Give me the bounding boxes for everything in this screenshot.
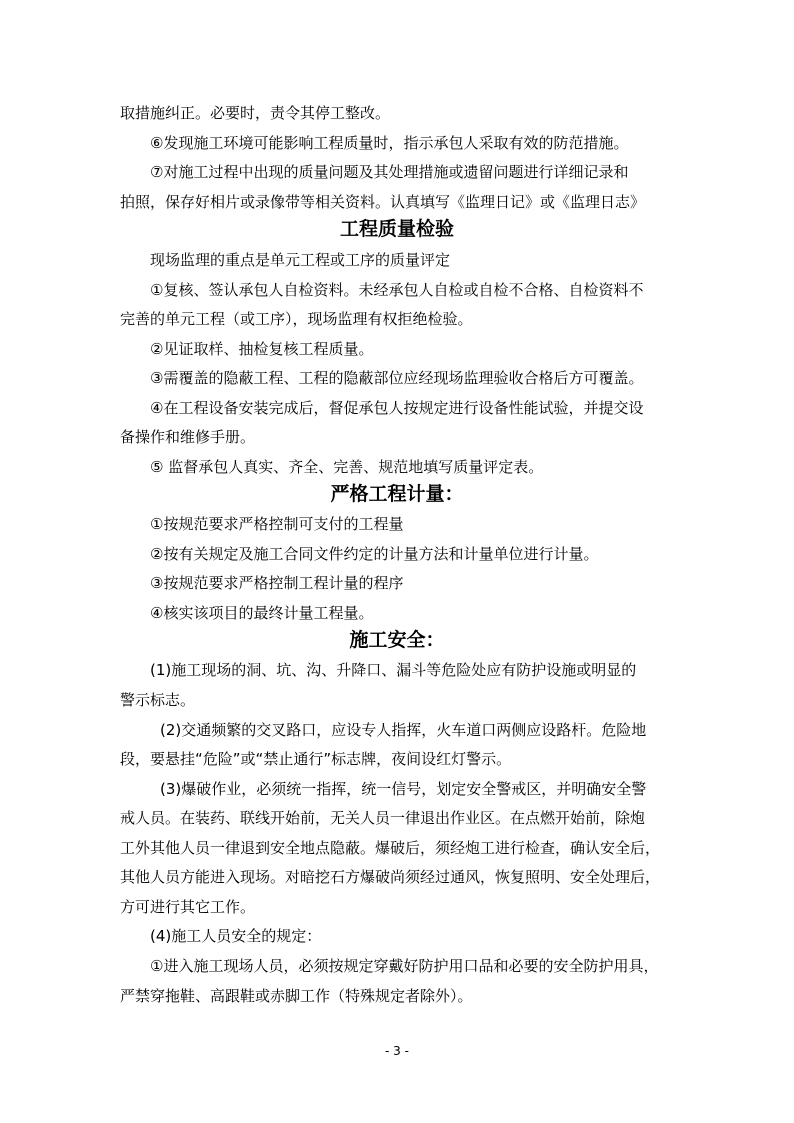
text-line: 备操作和维修手册。 [120, 428, 256, 446]
text-line: ⑥发现施工环境可能影响工程质量时，指示承包人采取有效的防范措施。 [150, 134, 629, 152]
text-line: ①进入施工现场人员，必须按规定穿戴好防护用口品和必要的安全防护用具， [150, 957, 659, 975]
text-line: ③需覆盖的隐蔽工程、工程的隐蔽部位应经现场监理验收合格后方可覆盖。 [150, 369, 644, 387]
text-line: 戒人员。在装药、联线开始前，无关人员一律退出作业区。在点燃开始前，除炮 [120, 809, 646, 827]
text-line: 其他人员方能进入现场。对暗挖石方爆破尚须经过通风，恢复照明、安全处理后， [120, 868, 661, 886]
text-line: ②见证取样、抽检复核工程质量。 [150, 340, 374, 358]
text-line: 严禁穿拖鞋、高跟鞋或赤脚工作（特殊规定者除外）。 [120, 987, 473, 1005]
text-line: ③按规范要求严格控制工程计量的程序 [150, 574, 404, 592]
page-number: - 3 - [385, 1044, 409, 1058]
section-heading: 严格工程计量： [330, 483, 464, 505]
text-line: (3)爆破作业，必须统一指挥，统一信号，划定安全警戒区，并明确安全警 [160, 780, 647, 798]
section-heading: 施工安全： [349, 629, 445, 651]
text-line: 警示标志。 [120, 691, 196, 709]
text-line: ②按有关规定及施工合同文件约定的计量方法和计量单位进行计量。 [150, 545, 599, 563]
text-line: (4)施工人员安全的规定： [150, 927, 322, 945]
text-line: ④在工程设备安装完成后，督促承包人按规定进行设备性能试验，并提交设 [150, 399, 644, 417]
section-heading: 工程质量检验 [339, 218, 454, 240]
text-line: (2)交通频繁的交叉路口，应设专人指挥，火车道口两侧应设路杆。危险地 [160, 721, 647, 739]
text-line: 段，要悬挂“危险”或“禁止通行”标志牌，夜间设红灯警示。 [120, 750, 512, 768]
text-line: ⑤ 监督承包人真实、齐全、完善、规范地填写质量评定表。 [150, 458, 544, 476]
text-line: 完善的单元工程（或工序），现场监理有权拒绝检验。 [120, 310, 473, 328]
text-line: 方可进行其它工作。 [120, 898, 256, 916]
text-line: 现场监理的重点是单元工程或工序的质量评定 [150, 251, 451, 269]
text-line: ①按规范要求严格控制可支付的工程量 [150, 515, 404, 533]
text-line: (1)施工现场的洞、坑、沟、升降口、漏斗等危险处应有防护设施或明显的 [150, 661, 637, 679]
text-line: ⑦对施工过程中出现的质量问题及其处理措施或遗留问题进行详细记录和 [150, 163, 629, 181]
text-line: 工外其他人员一律退到安全地点隐蔽。爆破后，须经炮工进行检查，确认安全后， [120, 839, 661, 857]
text-line: ①复核、签认承包人自检资料。未经承包人自检或自检不合格、自检资料不 [150, 281, 644, 299]
text-line: 拍照，保存好相片或录像带等相关资料。认真填写《监理日记》或《监理日志》 [120, 193, 646, 211]
text-line: 取措施纠正。必要时，责令其停工整改。 [120, 104, 391, 122]
text-line: ④核实该项目的最终计量工程量。 [150, 604, 374, 622]
